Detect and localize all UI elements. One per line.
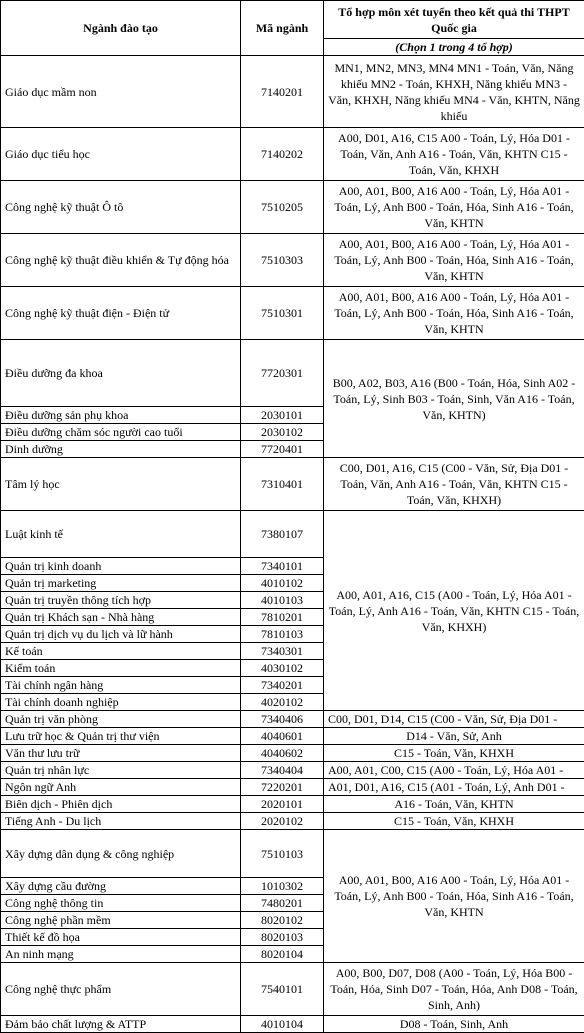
- program-code: 7810103: [241, 626, 324, 643]
- program-code: 7540101: [241, 963, 324, 1016]
- subject-combinations: A00, D01, A16, C15 A00 - Toán, Lý, Hóa D01 - Toán, Văn, Anh A16 - Toán, Văn, KHTN C15 - Toán, Văn, KHXH: [324, 128, 584, 181]
- program-name: Xây dựng dân dụng & công nghiệp: [1, 830, 241, 878]
- program-code: 7340201: [241, 677, 324, 694]
- program-code: 4040602: [241, 745, 324, 762]
- table-row: [1, 762, 584, 779]
- table-row: [1, 458, 584, 511]
- program-header: Ngành đào tạo: [1, 1, 241, 56]
- subject-combinations: A00, A01, C00, C15 (A00 - Toán, Lý, Hóa A01 -: [324, 762, 584, 779]
- table-row: [1, 340, 584, 407]
- program-code: 2020101: [241, 796, 324, 813]
- program-code: 7510103: [241, 830, 324, 878]
- program-code: 7510301: [241, 287, 324, 340]
- program-name: Điều dưỡng đa khoa: [1, 340, 241, 407]
- program-code: 7340406: [241, 711, 324, 728]
- program-name: Đảm bảo chất lượng & ATTP: [1, 1016, 241, 1033]
- program-name: Tâm lý học: [1, 458, 241, 511]
- table-row: [1, 128, 584, 181]
- subject-combinations: A00, A01, B00, A16 A00 - Toán, Lý, Hóa A01 - Toán, Lý, Anh B00 - Toán, Hóa, Sinh A16 - Toán, Văn, KHTN: [324, 830, 584, 963]
- program-code: 2020102: [241, 813, 324, 830]
- program-name: Xây dựng cầu đường: [1, 878, 241, 895]
- program-code: 4010103: [241, 592, 324, 609]
- table-row: [1, 181, 584, 234]
- program-name: Công nghệ kỹ thuật điện - Điện tử: [1, 287, 241, 340]
- table-row: [1, 56, 584, 128]
- program-name: Giáo dục tiểu học: [1, 128, 241, 181]
- program-code: 1010302: [241, 878, 324, 895]
- program-name: Dinh dưỡng: [1, 441, 241, 458]
- program-code: 7340101: [241, 558, 324, 575]
- program-name: Quản trị Khách sạn - Nhà hàng: [1, 609, 241, 626]
- program-name: Công nghệ thực phẩm: [1, 963, 241, 1016]
- program-code: 7810201: [241, 609, 324, 626]
- subject-combinations: A00, B00, D07, D08 (A00 - Toán, Lý, Hóa B00 - Toán, Hóa, Sinh D07 - Toán, Hóa, Anh D08 - Toán, Sinh, Anh): [324, 963, 584, 1016]
- program-code: 7720401: [241, 441, 324, 458]
- program-code: 7380107: [241, 511, 324, 558]
- program-name: Công nghệ kỹ thuật Ô tô: [1, 181, 241, 234]
- program-name: Tiếng Anh - Du lịch: [1, 813, 241, 830]
- subjects-note: (Chọn 1 trong 4 tổ hợp): [324, 39, 584, 56]
- subject-combinations: A00, A01, B00, A16 A00 - Toán, Lý, Hóa A01 - Toán, Lý, Anh B00 - Toán, Hóa, Sinh A16 - Toán, Văn, KHTN: [324, 181, 584, 234]
- table-row: [1, 796, 584, 813]
- program-code: 7510205: [241, 181, 324, 234]
- program-name: Thiết kế đồ họa: [1, 929, 241, 946]
- subject-combinations: A16 - Toán, Văn, KHTN: [324, 796, 584, 813]
- code-header: Mã ngành: [241, 1, 324, 56]
- program-name: Công nghệ thông tin: [1, 895, 241, 912]
- table-row: [1, 963, 584, 1016]
- program-name: Ngôn ngữ Anh: [1, 779, 241, 796]
- subject-combinations: A01, D01, A16, C15 (A01 - Toán, Lý, Anh D01 -: [324, 779, 584, 796]
- program-name: Quản trị marketing: [1, 575, 241, 592]
- program-code: 7340404: [241, 762, 324, 779]
- table-row: [1, 234, 584, 287]
- program-code: 4040601: [241, 728, 324, 745]
- program-name: Giáo dục mầm non: [1, 56, 241, 128]
- program-name: Công nghệ phần mềm: [1, 912, 241, 929]
- program-code: 4020102: [241, 694, 324, 711]
- program-code: 7720301: [241, 340, 324, 407]
- table-row: [1, 1016, 584, 1033]
- subjects-header: Tổ hợp môn xét tuyển theo kết quả thi THPT Quốc gia: [324, 1, 584, 39]
- table-row: [1, 728, 584, 745]
- program-name: Biên dịch - Phiên dịch: [1, 796, 241, 813]
- subject-combinations: C00, D01, A16, C15 (C00 - Văn, Sử, Địa D01 - Toán, Văn, Anh A16 - Toán, Văn, KHTN C15 - Toán, Văn, KHXH): [324, 458, 584, 511]
- program-code: 4010102: [241, 575, 324, 592]
- program-code: 2030101: [241, 407, 324, 424]
- program-code: 7310401: [241, 458, 324, 511]
- program-code: 8020104: [241, 946, 324, 963]
- subject-combinations: C00, D01, D14, C15 (C00 - Văn, Sử, Địa D01 -: [324, 711, 584, 728]
- program-name: Quản trị dịch vụ du lịch và lữ hành: [1, 626, 241, 643]
- program-name: Tài chính doanh nghiệp: [1, 694, 241, 711]
- subject-combinations: A00, A01, A16, C15 (A00 - Toán, Lý, Hóa A01 - Toán, Lý, Anh A16 - Toán, Văn, KHTN C15 - Toán, Văn, KHXH): [324, 511, 584, 711]
- program-name: Quản trị kinh doanh: [1, 558, 241, 575]
- header-row: [1, 1, 584, 39]
- table-row: [1, 779, 584, 796]
- program-name: Lưu trữ học & Quản trị thư viện: [1, 728, 241, 745]
- program-code: 2030102: [241, 424, 324, 441]
- program-code: 7510303: [241, 234, 324, 287]
- program-code: 7480201: [241, 895, 324, 912]
- table-row: [1, 830, 584, 878]
- program-name: An ninh mạng: [1, 946, 241, 963]
- program-name: Kiểm toán: [1, 660, 241, 677]
- table-row: [1, 745, 584, 762]
- program-code: 7140201: [241, 56, 324, 128]
- subject-combinations: B00, A02, B03, A16 (B00 - Toán, Hóa, Sinh A02 - Toán, Lý, Sinh B03 - Toán, Sinh, Văn A16 - Toán, Văn, KHTN): [324, 340, 584, 458]
- subject-combinations: C15 - Toán, Văn, KHXH: [324, 745, 584, 762]
- table-row: [1, 287, 584, 340]
- program-code: 7340301: [241, 643, 324, 660]
- subject-combinations: D08 - Toán, Sinh, Anh: [324, 1016, 584, 1033]
- program-name: Quản trị nhân lực: [1, 762, 241, 779]
- subject-combinations: MN1, MN2, MN3, MN4 MN1 - Toán, Văn, Năng khiếu MN2 - Toán, KHXH, Năng khiếu MN3 - Văn, KHXH, Năng khiếu MN4 - Văn, KHTN, Năng khiếu: [324, 56, 584, 128]
- program-name: Công nghệ kỹ thuật điều khiển & Tự động hóa: [1, 234, 241, 287]
- program-name: Tài chính ngân hàng: [1, 677, 241, 694]
- program-code: 8020102: [241, 912, 324, 929]
- program-code: 7220201: [241, 779, 324, 796]
- subject-combinations: A00, A01, B00, A16 A00 - Toán, Lý, Hóa A01 - Toán, Lý, Anh B00 - Toán, Hóa, Sinh A16 - Toán, Văn, KHTN: [324, 234, 584, 287]
- subject-combinations: C15 - Toán, Văn, KHXH: [324, 813, 584, 830]
- table-row: [1, 711, 584, 728]
- program-name: Quản trị văn phòng: [1, 711, 241, 728]
- program-name: Văn thư lưu trữ: [1, 745, 241, 762]
- subject-combinations: A00, A01, B00, A16 A00 - Toán, Lý, Hóa A01 - Toán, Lý, Anh B00 - Toán, Hóa, Sinh A16 - Toán, Văn, KHTN: [324, 287, 584, 340]
- program-name: Luật kinh tế: [1, 511, 241, 558]
- table-row: [1, 511, 584, 558]
- program-code: 4030102: [241, 660, 324, 677]
- program-name: Điều dưỡng sản phụ khoa: [1, 407, 241, 424]
- program-name: Quản trị truyền thông tích hợp: [1, 592, 241, 609]
- table-row: [1, 813, 584, 830]
- program-name: Kế toán: [1, 643, 241, 660]
- subject-combinations: D14 - Văn, Sử, Anh: [324, 728, 584, 745]
- program-name: Điều dưỡng chăm sóc người cao tuổi: [1, 424, 241, 441]
- program-code: 7140202: [241, 128, 324, 181]
- program-code: 4010104: [241, 1016, 324, 1033]
- program-code: 8020103: [241, 929, 324, 946]
